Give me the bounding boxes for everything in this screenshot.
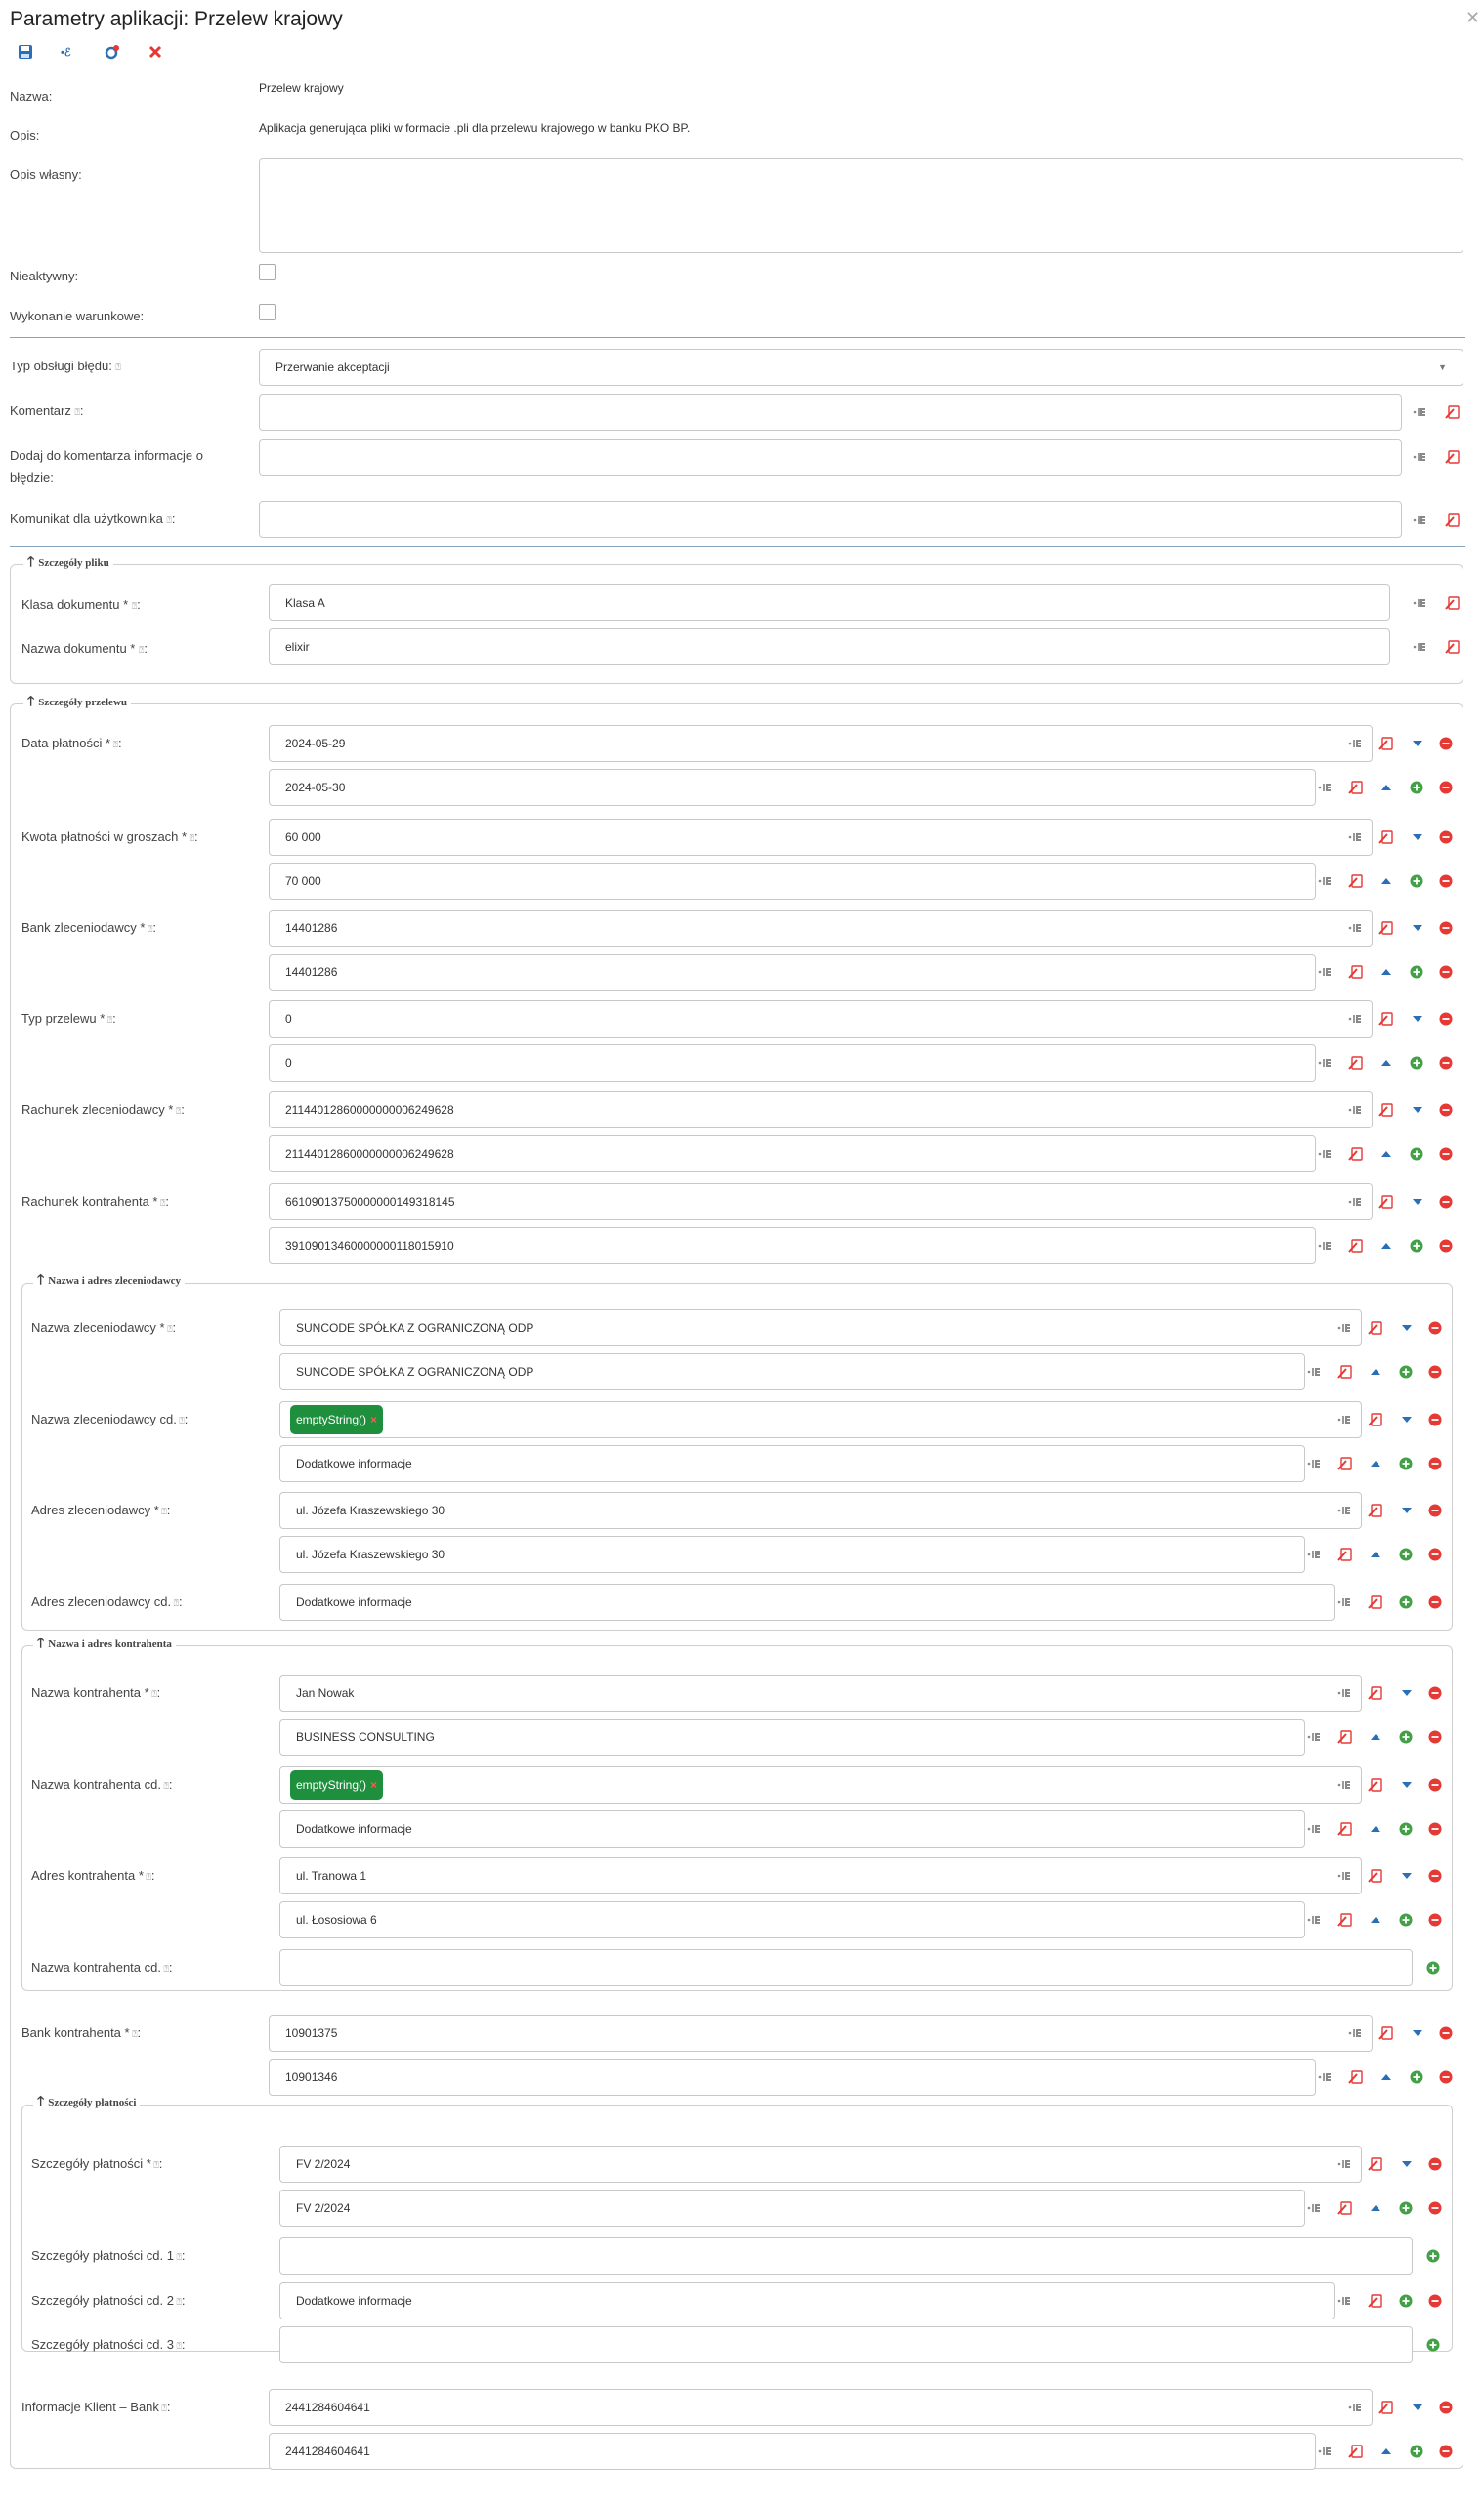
add-icon[interactable] [1397,1594,1415,1611]
clear-icon[interactable] [1378,735,1395,752]
variable-insert-icon[interactable] [1336,1502,1354,1519]
conditional-label: Wykonanie warunkowe: [10,309,145,323]
remove-icon[interactable] [1437,1054,1455,1072]
variable-insert-icon[interactable] [1317,1237,1335,1255]
transfer-type-input-2[interactable]: 0 [269,1044,1316,1082]
help-icon: ⍰ [158,1507,167,1516]
payer-name-input-1[interactable]: SUNCODE SPÓŁKA Z OGRANICZONĄ ODP [279,1309,1362,1346]
user-message-label: Komunikat dla użytkownika ⍰: [10,511,176,526]
contractor-address-input-1[interactable]: ul. Tranowa 1 [279,1857,1362,1894]
payment-details-cd3-label: Szczegóły płatności cd. 3 ⍰: [31,2337,186,2352]
add-icon[interactable] [1397,1728,1415,1746]
add-icon[interactable] [1408,779,1425,796]
variable-insert-icon[interactable] [1412,638,1429,656]
variable-insert-icon[interactable] [1317,963,1335,981]
contractor-name-input-1[interactable]: Jan Nowak [279,1675,1362,1712]
collapse-arrow-icon: 🡑 [27,555,35,570]
variable-insert-icon[interactable] [1336,1867,1354,1885]
clear-icon[interactable] [1336,1363,1354,1381]
amount-label: Kwota płatności w groszach * ⍰: [21,830,198,844]
variable-insert-icon[interactable] [1347,1101,1365,1119]
clear-icon[interactable] [1378,1193,1395,1211]
description-value: Aplikacja generująca pliki w formacie .pli dla przelewu krajowego w banku PKO BP. [259,121,691,135]
remove-icon[interactable] [1426,2155,1444,2173]
collapse-arrow-icon: 🡑 [27,695,35,709]
conditional-checkbox[interactable] [259,304,276,320]
collapse-arrow-icon: 🡑 [37,1273,45,1288]
payment-details-input-1[interactable]: FV 2/2024 [279,2146,1362,2183]
payer-name-cd-label: Nazwa zleceniodawcy cd. ⍰: [31,1412,189,1426]
help-icon: ⍰ [129,2029,138,2039]
transfer-type-input-1[interactable]: 0 [269,1000,1373,1038]
variable-insert-icon[interactable] [1317,1054,1335,1072]
variable-insert-icon[interactable] [1347,1010,1365,1028]
client-bank-info-input-1[interactable]: 2441284604641 [269,2389,1373,2426]
add-info-input[interactable] [259,439,1402,476]
clear-icon[interactable] [1367,1502,1384,1519]
remove-chip-icon[interactable]: × [370,1778,378,1792]
payer-address-input-2[interactable]: ul. Józefa Kraszewskiego 30 [279,1536,1305,1573]
variable-insert-icon[interactable] [1347,2024,1365,2042]
clear-icon[interactable] [1367,2155,1384,2173]
payment-date-input-2[interactable]: 2024-05-30 [269,769,1316,806]
transfer-details-legend[interactable]: 🡑 Szczegóły przelewu [23,695,131,710]
move-up-icon[interactable] [1367,1728,1384,1746]
payer-section-legend[interactable]: 🡑 Nazwa i adres zleceniodawcy [33,1273,185,1289]
name-label: Nazwa: [10,89,53,104]
own-description-label: Opis własny: [10,167,82,182]
remove-icon[interactable] [1437,1145,1455,1163]
variable-insert-icon[interactable] [1306,1363,1324,1381]
remove-icon[interactable] [1426,1319,1444,1337]
add-info-label: Dodaj do komentarza informacje o błędzie: [10,448,203,485]
move-down-icon[interactable] [1409,829,1426,846]
clear-icon[interactable] [1444,594,1462,612]
clear-icon[interactable] [1336,1728,1354,1746]
remove-icon[interactable] [1437,1193,1455,1211]
file-details-legend[interactable]: 🡑 Szczegóły pliku [23,555,113,571]
payer-name-cd-input-2[interactable]: Dodatkowe informacje [279,1445,1305,1482]
variable-insert-icon[interactable] [1347,2399,1365,2416]
contractor-address-label: Adres kontrahenta * ⍰: [31,1868,155,1883]
clear-icon[interactable] [1444,404,1462,421]
remove-icon[interactable] [1426,2199,1444,2217]
error-type-value: Przerwanie akceptacji [276,361,390,374]
add-icon[interactable] [1408,2443,1425,2460]
help-icon: ⍰ [160,1964,169,1974]
move-down-icon[interactable] [1409,1193,1426,1211]
contractor-bank-input-2[interactable]: 10901346 [269,2059,1316,2096]
payer-account-label: Rachunek zleceniodawcy * ⍰: [21,1102,185,1117]
help-icon: ⍰ [148,1689,157,1699]
clear-icon[interactable] [1347,2443,1365,2460]
client-bank-info-label: Informacje Klient – Bank ⍰: [21,2400,171,2414]
clear-icon[interactable] [1336,1820,1354,1838]
clear-icon[interactable] [1378,1010,1395,1028]
divider [10,546,1465,547]
variable-insert-icon[interactable] [1336,1411,1354,1428]
help-icon: ⍰ [115,362,121,372]
help-icon: ⍰ [160,1781,169,1791]
variable-insert-icon[interactable] [1306,2199,1324,2217]
variable-insert-icon[interactable] [1336,1684,1354,1702]
clear-icon[interactable] [1347,963,1365,981]
clear-icon[interactable] [1378,829,1395,846]
remove-chip-icon[interactable]: × [370,1413,378,1426]
help-icon: ⍰ [158,2404,167,2413]
clear-icon[interactable] [1444,511,1462,529]
variable-insert-icon[interactable] [1317,2068,1335,2086]
doc-class-input[interactable]: Klasa A [269,584,1390,621]
clear-icon[interactable] [1367,1867,1384,1885]
clear-icon[interactable] [1347,779,1365,796]
help-icon: ⍰ [157,1198,166,1208]
remove-icon[interactable] [1426,1867,1444,1885]
doc-class-label: Klasa dokumentu * ⍰: [21,597,141,612]
add-icon[interactable] [1424,2247,1442,2265]
client-bank-info-input-2[interactable]: 2441284604641 [269,2433,1316,2470]
move-up-icon[interactable] [1378,2068,1395,2086]
variable-insert-icon[interactable] [1336,1319,1354,1337]
move-up-icon[interactable] [1378,872,1395,890]
add-icon[interactable] [1397,1820,1415,1838]
variable-insert-icon[interactable] [1347,1193,1365,1211]
user-message-input[interactable] [259,501,1402,538]
payment-details-cd2-input[interactable]: Dodatkowe informacje [279,2282,1335,2319]
payment-section-legend[interactable]: 🡑 Szczegóły płatności [33,2095,140,2110]
variable-insert-icon[interactable] [1347,735,1365,752]
help-icon: ⍰ [150,2160,159,2170]
variable-insert-icon[interactable] [1306,1820,1324,1838]
error-type-label: Typ obsługi błędu: ⍰ [10,359,121,373]
contractor-account-input-2[interactable]: 39109013460000000118015910 [269,1227,1316,1264]
payer-account-input-2[interactable]: 21144012860000000006249628 [269,1135,1316,1172]
payment-details-label: Szczegóły płatności * ⍰: [31,2156,163,2171]
remove-icon[interactable] [1437,872,1455,890]
help-icon: ⍰ [171,1598,179,1608]
move-down-icon[interactable] [1398,2155,1416,2173]
payer-account-input-1[interactable]: 21144012860000000006249628 [269,1091,1373,1128]
payer-bank-input-1[interactable]: 14401286 [269,910,1373,947]
expression-chip[interactable]: emptyString() × [290,1770,383,1800]
contractor-name-cd-input-1[interactable] [279,1766,1362,1804]
clear-icon[interactable] [1347,872,1365,890]
collapse-arrow-icon: 🡑 [37,2095,45,2109]
move-up-icon[interactable] [1378,2443,1395,2460]
file-details-section [10,564,1463,684]
add-icon[interactable] [1408,872,1425,890]
add-icon[interactable] [1397,1911,1415,1929]
contractor-name-cd-input-2[interactable]: Dodatkowe informacje [279,1810,1305,1848]
move-up-icon[interactable] [1367,1363,1384,1381]
transfer-type-label: Typ przelewu * ⍰: [21,1011,116,1026]
move-up-icon[interactable] [1378,1237,1395,1255]
remove-icon[interactable] [1437,2399,1455,2416]
clear-icon[interactable] [1378,2024,1395,2042]
comment-input[interactable] [259,394,1402,431]
amount-input-1[interactable]: 60 000 [269,819,1373,856]
expression-chip[interactable]: emptyString() × [290,1405,383,1434]
payment-details-cd3-input[interactable] [279,2326,1413,2363]
contractor-name-cd2-input[interactable] [279,1949,1413,1986]
payer-address-label: Adres zleceniodawcy * ⍰: [31,1503,171,1517]
remove-icon[interactable] [1426,1411,1444,1428]
payment-details-cd1-input[interactable] [279,2237,1413,2275]
save-button[interactable] [15,41,36,63]
move-up-icon[interactable] [1367,1911,1384,1929]
contractor-account-label: Rachunek kontrahenta * ⍰: [21,1194,170,1209]
help-icon: ⍰ [105,1015,113,1025]
contractor-name-cd2-label: Nazwa kontrahenta cd. ⍰: [31,1960,173,1975]
move-up-icon[interactable] [1367,2199,1384,2217]
variable-insert-icon[interactable] [1317,872,1335,890]
variable-insert-icon[interactable] [1336,1776,1354,1794]
contractor-bank-label: Bank kontrahenta * ⍰: [21,2025,142,2040]
chevron-down-icon: ▼ [1438,362,1447,372]
move-down-icon[interactable] [1398,1502,1416,1519]
help-icon: ⍰ [187,833,194,843]
name-value: Przelew krajowy [259,81,344,95]
help-icon: ⍰ [110,740,118,749]
inactive-checkbox[interactable] [259,264,276,280]
variable-insert-icon[interactable] [1412,511,1429,529]
payer-address-cd-input[interactable]: Dodatkowe informacje [279,1584,1335,1621]
remove-icon[interactable] [1426,1455,1444,1472]
close-icon[interactable]: ✕ [1465,8,1481,27]
error-type-select[interactable] [259,349,1463,386]
comment-label: Komentarz ⍰: [10,404,84,418]
payer-bank-label: Bank zleceniodawcy * ⍰: [21,920,156,935]
move-down-icon[interactable] [1398,1776,1416,1794]
help-icon: ⍰ [173,1106,182,1116]
payment-details-cd2-label: Szczegóły płatności cd. 2 ⍰: [31,2293,186,2308]
payer-bank-input-2[interactable]: 14401286 [269,954,1316,991]
variable-icon[interactable] [58,41,79,63]
add-icon[interactable] [1424,2336,1442,2354]
collapse-arrow-icon: 🡑 [37,1637,45,1651]
remove-icon[interactable] [1437,919,1455,937]
payer-name-cd-input-1[interactable] [279,1401,1362,1438]
variable-insert-icon[interactable] [1412,448,1429,466]
description-label: Opis: [10,128,40,143]
contractor-account-input-1[interactable]: 66109013750000000149318145 [269,1183,1373,1220]
remove-icon[interactable] [1426,1594,1444,1611]
variable-insert-icon[interactable] [1317,2443,1335,2460]
remove-icon[interactable] [1437,779,1455,796]
variable-insert-icon[interactable] [1306,1546,1324,1563]
clear-icon[interactable] [1347,1054,1365,1072]
variable-insert-icon[interactable] [1306,1911,1324,1929]
svg-text:•ℰ: •ℰ [61,47,71,58]
remove-icon[interactable] [1426,1776,1444,1794]
payer-address-input-1[interactable]: ul. Józefa Kraszewskiego 30 [279,1492,1362,1529]
contractor-address-input-2[interactable]: ul. Łososiowa 6 [279,1901,1305,1938]
add-icon[interactable] [1408,1054,1425,1072]
move-down-icon[interactable] [1398,1319,1416,1337]
clear-icon[interactable] [1378,919,1395,937]
help-icon: ⍰ [173,2297,182,2307]
remove-icon[interactable] [1437,735,1455,752]
remove-icon[interactable] [1437,1237,1455,1255]
move-down-icon[interactable] [1409,2024,1426,2042]
payer-name-input-2[interactable]: SUNCODE SPÓŁKA Z OGRANICZONĄ ODP [279,1353,1305,1390]
add-icon[interactable] [1424,1959,1442,1977]
divider [10,337,1465,338]
move-down-icon[interactable] [1398,1867,1416,1885]
variable-insert-icon[interactable] [1317,1145,1335,1163]
clear-icon[interactable] [1367,1776,1384,1794]
variable-insert-icon[interactable] [1336,1594,1354,1611]
add-icon[interactable] [1408,1145,1425,1163]
variable-insert-icon[interactable] [1336,2155,1354,2173]
amount-input-2[interactable]: 70 000 [269,863,1316,900]
inactive-label: Nieaktywny: [10,269,79,283]
clear-icon[interactable] [1336,1911,1354,1929]
contractor-name-input-2[interactable]: BUSINESS CONSULTING [279,1719,1305,1756]
variable-insert-icon[interactable] [1317,779,1335,796]
contractor-name-label: Nazwa kontrahenta * ⍰: [31,1685,161,1700]
move-down-icon[interactable] [1409,735,1426,752]
add-icon[interactable] [1408,2068,1425,2086]
add-icon[interactable] [1397,2199,1415,2217]
remove-icon[interactable] [1437,2068,1455,2086]
contractor-section-legend[interactable]: 🡑 Nazwa i adres kontrahenta [33,1637,176,1652]
variable-insert-icon[interactable] [1412,404,1429,421]
payer-address-cd-label: Adres zleceniodawcy cd. ⍰: [31,1595,183,1609]
doc-name-input[interactable]: elixir [269,628,1390,665]
remove-icon[interactable] [1437,2443,1455,2460]
clear-icon[interactable] [1367,1594,1384,1611]
clear-icon[interactable] [1367,1319,1384,1337]
move-down-icon[interactable] [1409,1101,1426,1119]
payment-details-cd1-label: Szczegóły płatności cd. 1 ⍰: [31,2248,186,2263]
move-down-icon[interactable] [1409,1010,1426,1028]
move-down-icon[interactable] [1398,1411,1416,1428]
clear-icon[interactable] [1378,2399,1395,2416]
variable-insert-icon[interactable] [1347,829,1365,846]
payment-date-input-1[interactable]: 2024-05-29 [269,725,1373,762]
remove-icon[interactable] [1437,2024,1455,2042]
remove-icon[interactable] [1437,829,1455,846]
move-down-icon[interactable] [1409,2399,1426,2416]
remove-icon[interactable] [1426,1684,1444,1702]
payer-name-label: Nazwa zleceniodawcy * ⍰: [31,1320,177,1335]
own-description-textarea[interactable] [259,158,1463,253]
variable-insert-icon[interactable] [1336,2292,1354,2310]
clear-icon[interactable] [1444,638,1462,656]
clear-icon[interactable] [1336,2199,1354,2217]
help-icon: ⍰ [176,1416,185,1425]
help-icon: ⍰ [173,2252,182,2262]
move-up-icon[interactable] [1378,1145,1395,1163]
clear-icon[interactable] [1444,448,1462,466]
remove-icon[interactable] [1437,963,1455,981]
clear-icon[interactable] [1367,1411,1384,1428]
settings-icon[interactable] [102,41,123,63]
move-up-icon[interactable] [1367,1820,1384,1838]
move-up-icon[interactable] [1378,779,1395,796]
add-icon[interactable] [1397,1363,1415,1381]
delete-button[interactable] [145,41,166,63]
clear-icon[interactable] [1347,1237,1365,1255]
variable-insert-icon[interactable] [1412,594,1429,612]
move-up-icon[interactable] [1378,963,1395,981]
clear-icon[interactable] [1336,1546,1354,1563]
add-icon[interactable] [1408,963,1425,981]
remove-icon[interactable] [1426,1728,1444,1746]
help-icon: ⍰ [164,1324,173,1334]
variable-insert-icon[interactable] [1347,919,1365,937]
clear-icon[interactable] [1367,1684,1384,1702]
page-title: Parametry aplikacji: Przelew krajowy [10,8,343,30]
move-down-icon[interactable] [1398,1684,1416,1702]
remove-icon[interactable] [1426,1502,1444,1519]
remove-icon[interactable] [1426,1546,1444,1563]
variable-insert-icon[interactable] [1306,1728,1324,1746]
remove-icon[interactable] [1426,1820,1444,1838]
move-down-icon[interactable] [1409,919,1426,937]
remove-icon[interactable] [1426,1911,1444,1929]
move-up-icon[interactable] [1367,1546,1384,1563]
variable-insert-icon[interactable] [1306,1455,1324,1472]
contractor-name-cd-label: Nazwa kontrahenta cd. ⍰: [31,1777,173,1792]
doc-name-label: Nazwa dokumentu * ⍰: [21,641,148,656]
contractor-bank-input-1[interactable]: 10901375 [269,2015,1373,2052]
clear-icon[interactable] [1367,2292,1384,2310]
clear-icon[interactable] [1347,1145,1365,1163]
clear-icon[interactable] [1378,1101,1395,1119]
help-icon: ⍰ [143,1872,151,1882]
add-icon[interactable] [1397,1455,1415,1472]
clear-icon[interactable] [1336,1455,1354,1472]
payment-details-input-2[interactable]: FV 2/2024 [279,2190,1305,2227]
remove-icon[interactable] [1437,1101,1455,1119]
help-icon: ⍰ [173,2341,182,2351]
remove-icon[interactable] [1437,1010,1455,1028]
add-icon[interactable] [1408,1237,1425,1255]
move-up-icon[interactable] [1367,1455,1384,1472]
add-icon[interactable] [1397,2292,1415,2310]
help-icon: ⍰ [145,924,153,934]
move-up-icon[interactable] [1378,1054,1395,1072]
payment-date-label: Data płatności * ⍰: [21,736,122,750]
remove-icon[interactable] [1426,1363,1444,1381]
remove-icon[interactable] [1426,2292,1444,2310]
clear-icon[interactable] [1347,2068,1365,2086]
add-icon[interactable] [1397,1546,1415,1563]
